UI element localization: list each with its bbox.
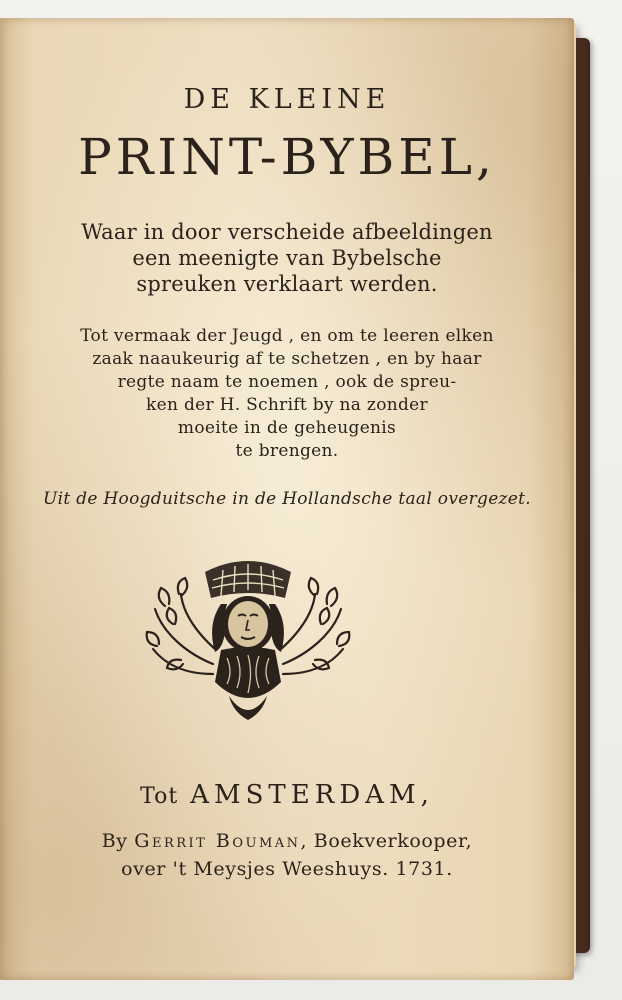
imprint-publisher-line (0, 830, 574, 852)
description-line: ken der H. Schrift by na zonder (146, 395, 428, 415)
description-line: Tot vermaak der Jeugd , en om te leeren elken (80, 326, 494, 346)
translation-note: Uit de Hoogduitsche in de Hollandsche taal overgezet. (42, 489, 532, 509)
heading-small: DE KLEINE (183, 84, 391, 115)
description-line: te brengen. (235, 441, 339, 461)
subtitle-line: spreuken verklaart werden. (136, 272, 438, 296)
description-line: zaak naaukeurig af te schetzen , en by haar (92, 349, 482, 369)
description-line: regte naam te noemen , ook de spreu- (117, 372, 457, 392)
description-line: moeite in de geheugenis (177, 418, 397, 438)
heading-big: PRINT-BYBEL, (78, 128, 496, 186)
imprint-address-line: over 't Meysjes Weeshuys. 1731. (121, 858, 453, 880)
woodcut-ornament-icon (143, 554, 353, 724)
imprint-city: AMSTERDAM, (190, 780, 434, 810)
city-prefix: Tot (140, 784, 179, 809)
subtitle-line: Waar in door verscheide afbeeldingen (81, 220, 493, 244)
title-page (0, 18, 574, 980)
publisher-role: , Boekverkooper, (300, 830, 473, 852)
imprint-city-line (0, 780, 574, 810)
publisher-prefix: By (101, 830, 128, 852)
publisher-name: Gerrit Bouman (134, 830, 301, 852)
subtitle-line: een meenigte van Bybelsche (132, 246, 442, 270)
